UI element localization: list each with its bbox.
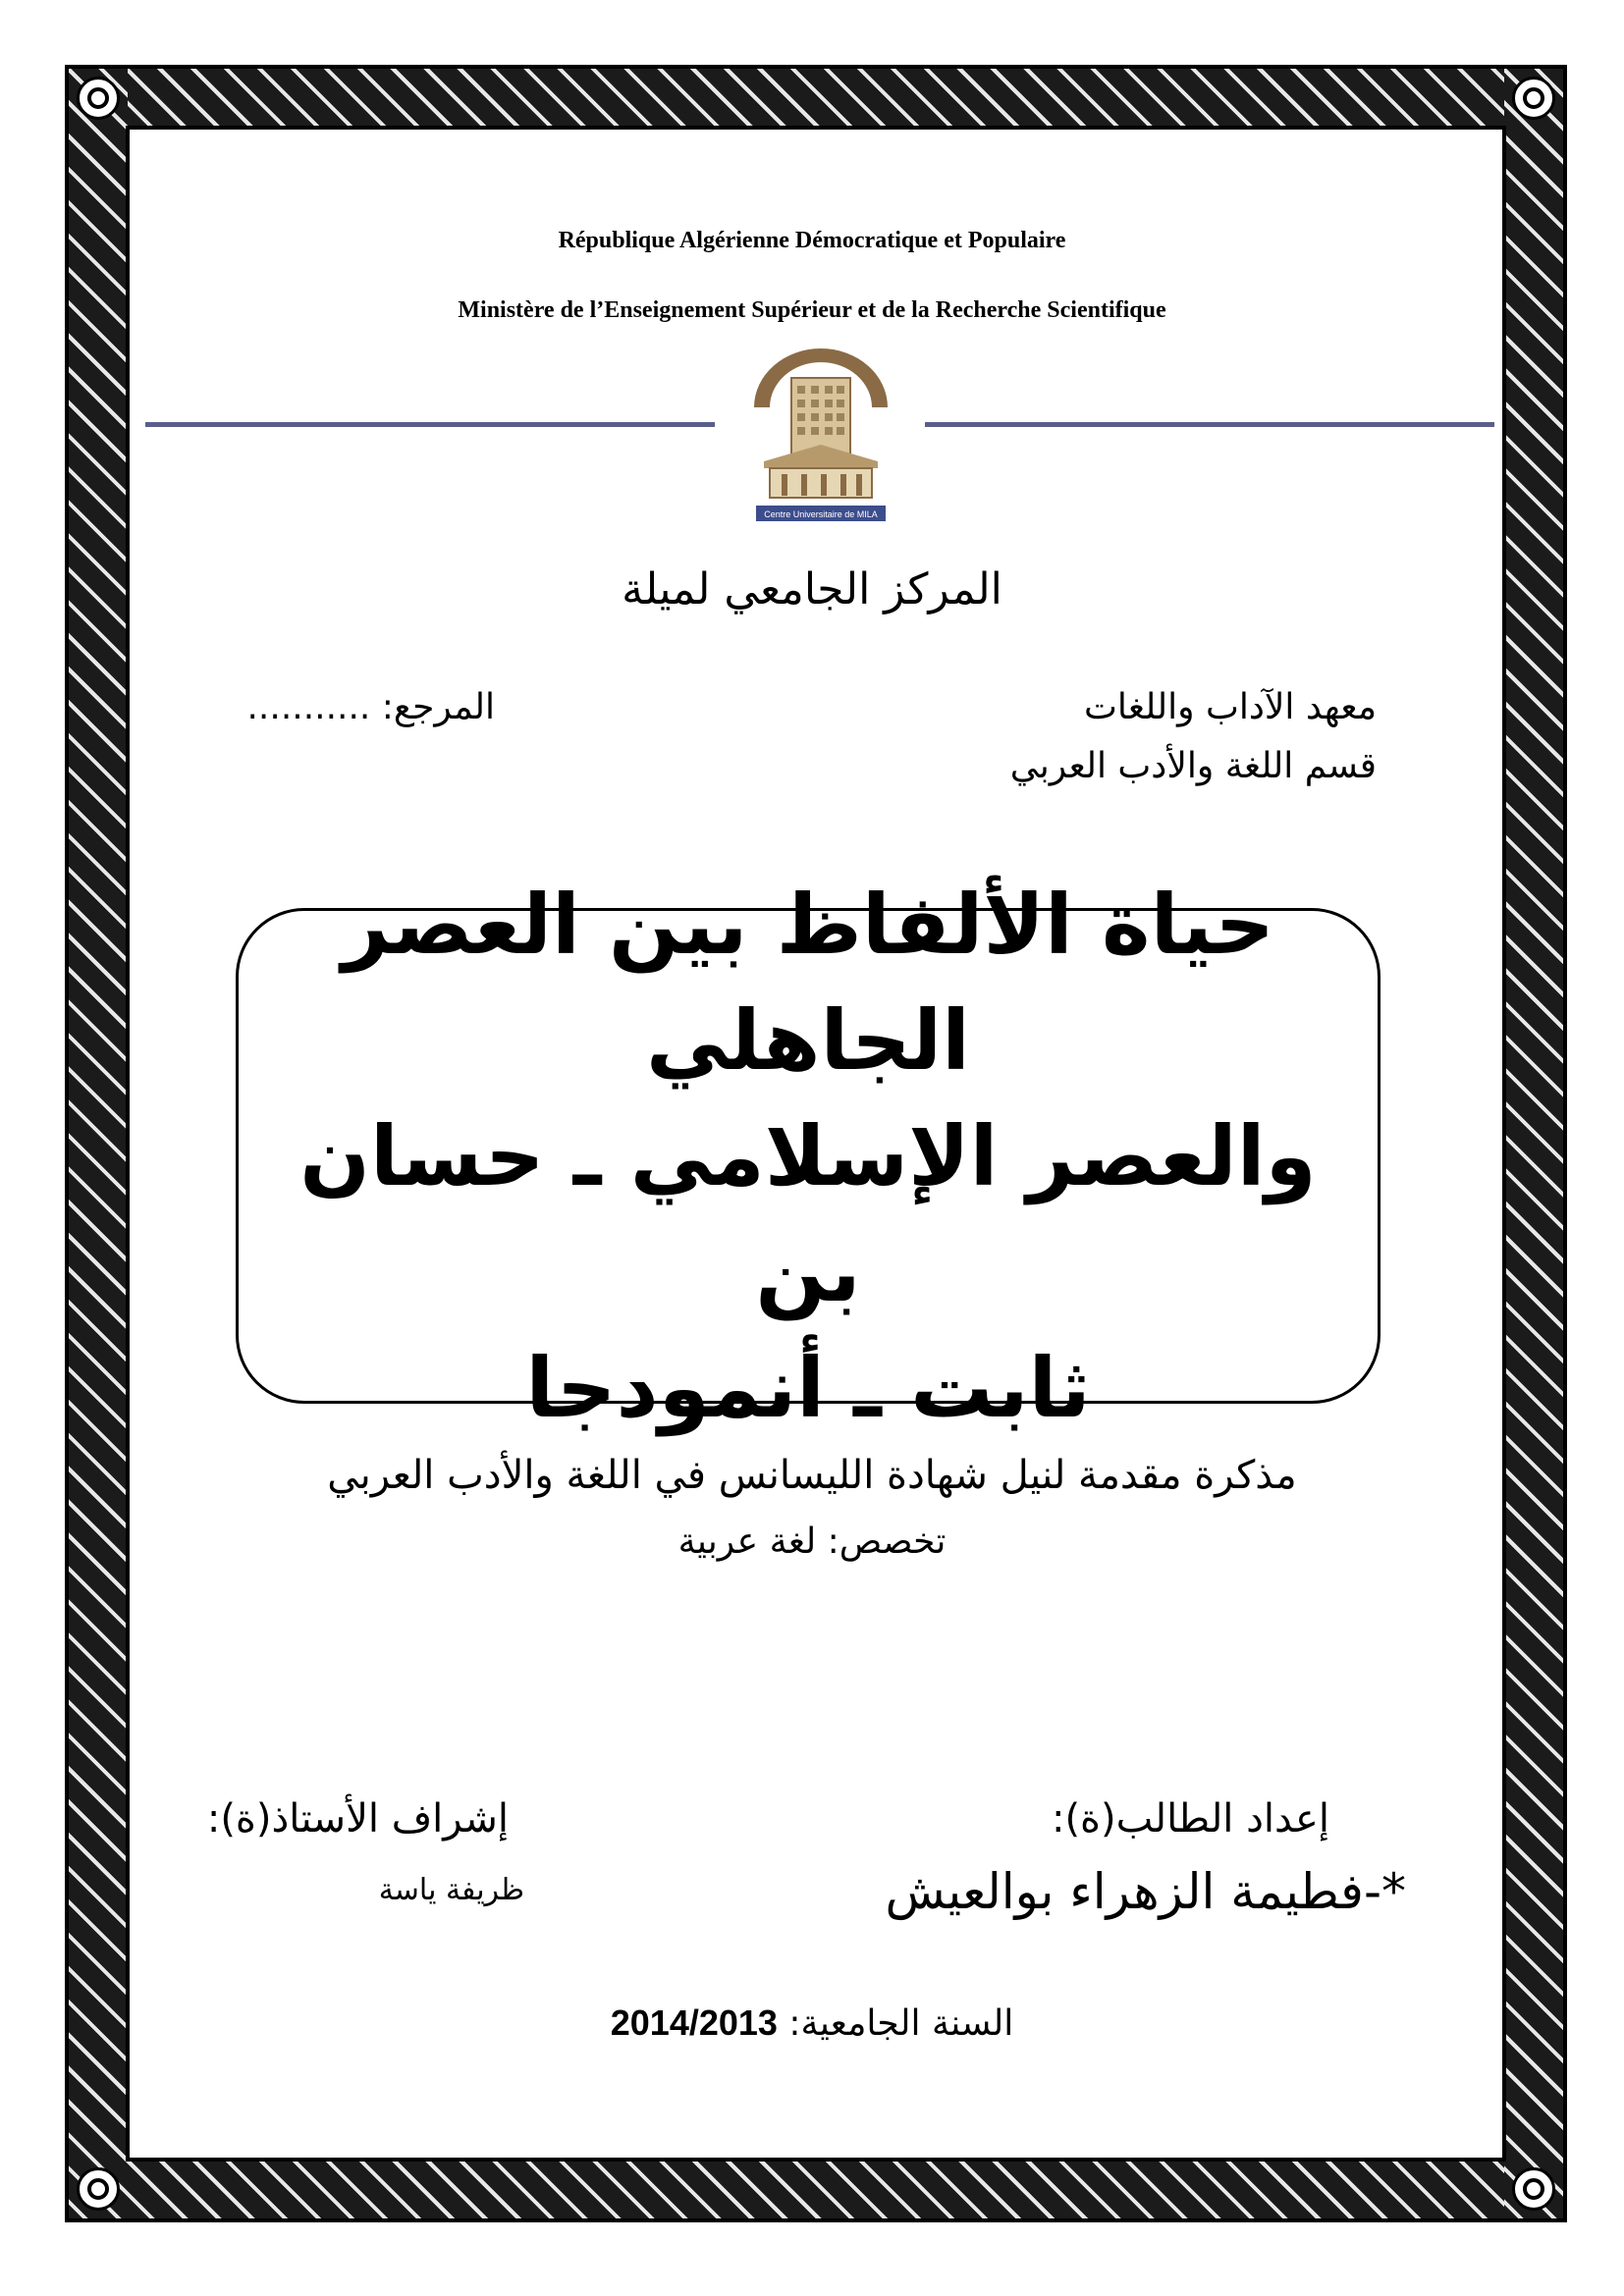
border-ornament-top	[69, 69, 1563, 128]
republic-heading: République Algérienne Démocratique et Populaire	[558, 228, 1066, 253]
reference-field: المرجع: ...........	[246, 687, 495, 727]
corner-ornament-icon	[1512, 77, 1555, 120]
academic-year-value: 2014/2013	[610, 2002, 778, 2043]
thesis-title-box	[236, 876, 1380, 1436]
academic-year-label: السنة الجامعية:	[788, 2003, 1014, 2044]
ministry-heading: Ministère de l’Enseignement Supérieur et de la Recherche Scientifique	[458, 297, 1166, 323]
university-building-logo-icon	[734, 339, 907, 525]
title-line-2: والعصر الإسلامي ـ حسان بن	[299, 1107, 1317, 1320]
border-ornament-left	[69, 69, 128, 2218]
border-ornament-right	[1504, 69, 1563, 2218]
memo-purpose: مذكرة مقدمة لنيل شهادة الليسانس في اللغة والأدب العربي	[327, 1453, 1297, 1498]
corner-ornament-icon	[77, 2167, 120, 2211]
center-name: المركز الجامعي لميلة	[622, 564, 1002, 614]
border-ornament-bottom	[69, 2160, 1563, 2218]
thesis-title	[288, 867, 1328, 1446]
student-name: *-فطيمة الزهراء بوالعيش	[885, 1863, 1406, 1920]
institute-name: معهد الآداب واللغات	[1084, 687, 1377, 727]
prepared-by-label: إعداد الطالب(ة):	[1051, 1796, 1329, 1842]
header-divider-left	[145, 422, 715, 427]
supervisor-name: ظريفة ياسة	[378, 1873, 524, 1907]
corner-ornament-icon	[77, 77, 120, 120]
supervisor-label: إشراف الأستاذ(ة):	[206, 1796, 509, 1842]
title-line-1: حياة الألفاظ بين العصر الجاهلي	[341, 876, 1274, 1089]
academic-year	[0, 2002, 1624, 2044]
logo-caption: Centre Universitaire de MILA	[764, 509, 878, 519]
header-divider-right	[925, 422, 1494, 427]
department-name: قسم اللغة والأدب العربي	[1009, 746, 1377, 786]
title-line-3: ثابت ـ أنمودجا	[525, 1339, 1091, 1436]
corner-ornament-icon	[1512, 2167, 1555, 2211]
specialty: تخصص: لغة عربية	[677, 1522, 947, 1562]
